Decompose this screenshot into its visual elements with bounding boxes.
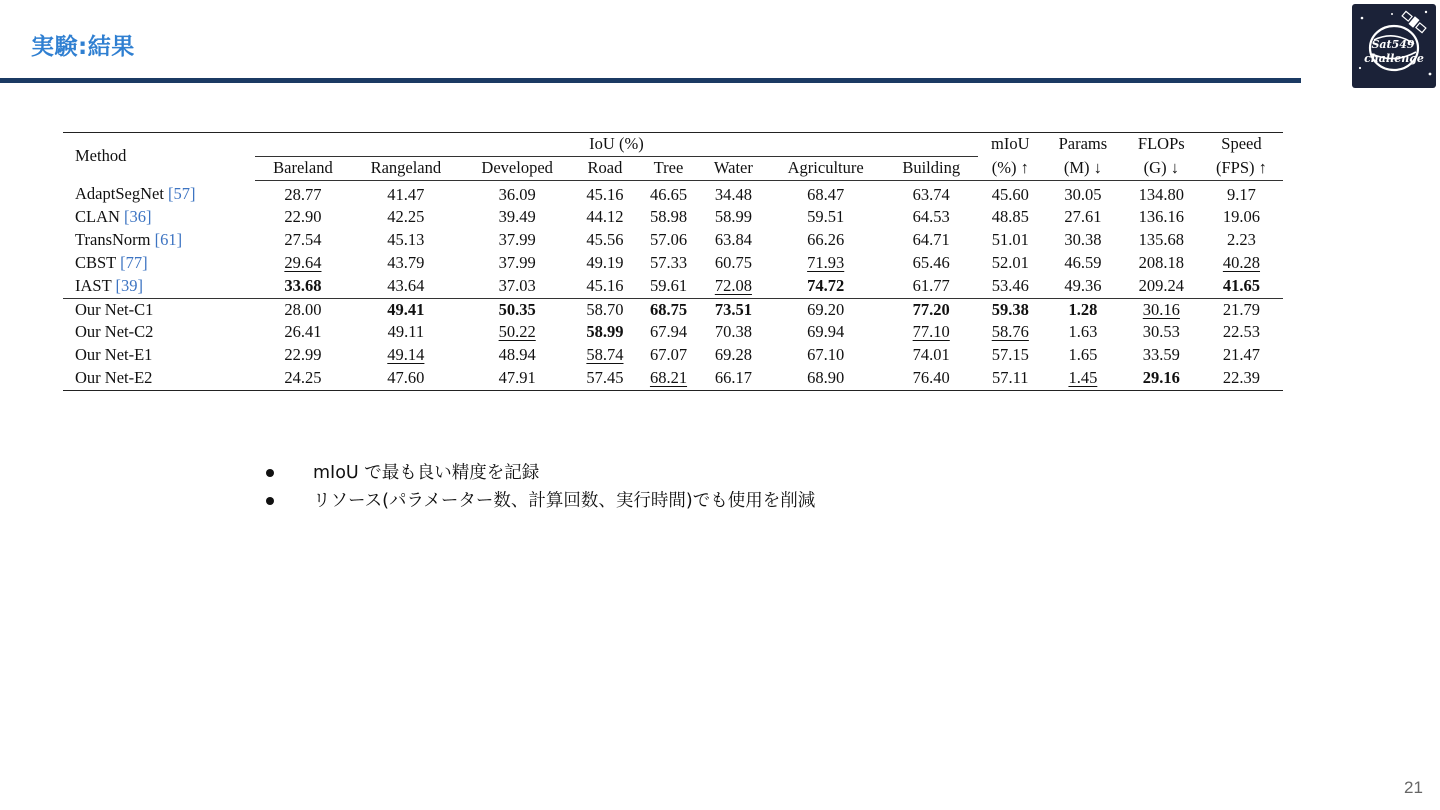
citation-link[interactable]: [77] (120, 252, 148, 272)
value-text: 44.12 (586, 207, 624, 227)
citation-link[interactable]: [57] (168, 184, 196, 204)
value-cell (637, 321, 701, 344)
value-cell (700, 229, 766, 252)
value-cell (1200, 275, 1283, 298)
method-cell (63, 298, 255, 321)
value-cell (885, 367, 978, 390)
value-cell (1123, 298, 1200, 321)
value-cell (1123, 229, 1200, 252)
bullet-text: mIoU で最も良い精度を記録 (313, 463, 540, 483)
value-cell (461, 321, 573, 344)
value-text: 57.15 (991, 345, 1029, 365)
value-cell (978, 298, 1044, 321)
value-cell (637, 206, 701, 229)
method-cell (63, 321, 255, 344)
value-text: 37.03 (498, 275, 536, 295)
value-cell (1200, 367, 1283, 390)
class-header: Road (573, 156, 637, 180)
value-cell (978, 367, 1044, 390)
value-cell (351, 252, 462, 275)
value-text: 135.68 (1138, 230, 1184, 250)
bullet-item (266, 487, 815, 515)
method-cell (63, 180, 255, 206)
value-text: 61.77 (912, 275, 950, 295)
value-cell (885, 321, 978, 344)
results-table (63, 132, 1283, 391)
value-cell (885, 180, 978, 206)
class-header: Building (885, 156, 978, 180)
value-cell (766, 367, 884, 390)
value-text: 34.48 (714, 184, 752, 204)
value-cell (461, 275, 573, 298)
value-cell (885, 275, 978, 298)
value-cell (885, 344, 978, 367)
value-text: 30.38 (1064, 230, 1102, 250)
value-cell (1123, 321, 1200, 344)
value-text: 45.56 (586, 230, 624, 250)
value-text: 22.53 (1222, 322, 1261, 342)
metric-header-bottom: (G) ↓ (1123, 156, 1200, 180)
value-text: 1.65 (1068, 345, 1098, 365)
value-text: 22.90 (284, 207, 322, 227)
value-text: 51.01 (991, 230, 1029, 250)
value-text: 77.10 (912, 322, 950, 342)
value-cell (1200, 180, 1283, 206)
table-row (63, 252, 1283, 275)
value-text: 42.25 (387, 207, 425, 227)
table-row (63, 229, 1283, 252)
value-cell (1123, 344, 1200, 367)
value-cell (766, 252, 884, 275)
value-cell (1123, 367, 1200, 390)
value-text: 41.65 (1222, 275, 1261, 295)
method-name: Our Net-C2 (75, 322, 154, 342)
value-text: 70.38 (714, 322, 752, 342)
value-text: 208.18 (1138, 252, 1184, 272)
value-text: 58.70 (586, 299, 624, 319)
value-cell (637, 275, 701, 298)
method-header: Method (63, 133, 255, 181)
value-text: 36.09 (498, 184, 536, 204)
value-text: 37.99 (498, 252, 536, 272)
value-text: 19.06 (1222, 207, 1261, 227)
class-header: Agriculture (766, 156, 884, 180)
value-cell (461, 252, 573, 275)
value-text: 57.33 (649, 252, 688, 272)
value-text: 57.06 (649, 230, 688, 250)
metric-header-top: mIoU (978, 133, 1044, 157)
logo-word-1: Sat549 (1371, 38, 1415, 51)
table-body (63, 180, 1283, 390)
value-cell (1200, 298, 1283, 321)
value-text: 28.00 (284, 299, 322, 319)
value-cell (1200, 344, 1283, 367)
value-cell (1200, 229, 1283, 252)
logo-word-2: challenge (1364, 52, 1424, 65)
value-cell (700, 321, 766, 344)
value-cell (766, 229, 884, 252)
value-text: 45.13 (387, 230, 425, 250)
value-text: 76.40 (912, 367, 950, 387)
value-cell (1043, 229, 1123, 252)
value-text: 26.41 (284, 322, 322, 342)
value-cell (255, 252, 350, 275)
value-text: 46.65 (649, 184, 688, 204)
class-header: Bareland (255, 156, 350, 180)
value-text: 22.99 (284, 345, 322, 365)
value-cell (573, 275, 637, 298)
method-cell (63, 252, 255, 275)
method-cell (63, 344, 255, 367)
value-text: 60.75 (714, 252, 752, 272)
table-row (63, 321, 1283, 344)
value-cell (766, 180, 884, 206)
value-text: 58.99 (714, 207, 752, 227)
value-cell (766, 344, 884, 367)
value-text: 68.90 (807, 367, 845, 387)
value-cell (978, 229, 1044, 252)
value-cell (1123, 206, 1200, 229)
bullet-text: リソース(パラメーター数、計算回数、実行時間)でも使用を削減 (313, 491, 816, 511)
value-text: 28.77 (284, 184, 322, 204)
value-text: 57.11 (992, 367, 1029, 387)
value-cell (1200, 321, 1283, 344)
value-text: 59.61 (649, 275, 688, 295)
value-text: 64.53 (912, 207, 950, 227)
method-cell (63, 275, 255, 298)
value-text: 64.71 (912, 230, 950, 250)
value-text: 72.08 (714, 275, 752, 295)
satellite-logo-icon (1352, 4, 1436, 88)
value-text: 66.26 (807, 230, 845, 250)
value-cell (700, 367, 766, 390)
value-text: 27.61 (1064, 207, 1102, 227)
value-text: 37.99 (498, 230, 536, 250)
value-cell (1043, 367, 1123, 390)
value-text: 1.63 (1068, 322, 1098, 342)
value-cell (1123, 180, 1200, 206)
class-header: Rangeland (351, 156, 462, 180)
value-text: 209.24 (1138, 275, 1184, 295)
citation-link[interactable]: [36] (124, 207, 152, 227)
value-cell (1043, 180, 1123, 206)
value-cell (573, 252, 637, 275)
value-text: 27.54 (284, 230, 322, 250)
value-cell (1123, 275, 1200, 298)
class-header: Water (700, 156, 766, 180)
table-row (63, 298, 1283, 321)
value-cell (978, 275, 1044, 298)
value-text: 49.11 (387, 322, 425, 342)
table-header-row-1 (63, 133, 1283, 157)
value-cell (1043, 344, 1123, 367)
value-cell (351, 229, 462, 252)
value-cell (351, 275, 462, 298)
value-text: 59.38 (991, 299, 1029, 319)
value-cell (978, 321, 1044, 344)
value-text: 67.07 (649, 345, 688, 365)
value-text: 41.47 (387, 184, 425, 204)
value-cell (255, 344, 350, 367)
value-text: 49.36 (1064, 275, 1102, 295)
value-text: 50.35 (498, 299, 536, 319)
value-cell (255, 321, 350, 344)
value-cell (1043, 206, 1123, 229)
value-cell (351, 206, 462, 229)
value-cell (461, 344, 573, 367)
method-cell (63, 229, 255, 252)
value-cell (351, 298, 462, 321)
value-text: 74.01 (912, 345, 950, 365)
value-cell (978, 206, 1044, 229)
value-text: 69.94 (807, 322, 845, 342)
value-text: 59.51 (807, 207, 845, 227)
metric-header-bottom: (FPS) ↑ (1200, 156, 1283, 180)
value-cell (700, 180, 766, 206)
value-text: 49.19 (586, 252, 624, 272)
value-cell (255, 206, 350, 229)
value-text: 63.74 (912, 184, 950, 204)
value-text: 48.94 (498, 345, 536, 365)
citation-link[interactable]: [39] (115, 275, 143, 295)
value-text: 73.51 (714, 299, 752, 319)
table-row (63, 180, 1283, 206)
value-text: 39.49 (498, 207, 536, 227)
value-cell (637, 252, 701, 275)
method-name: IAST (75, 275, 112, 295)
value-text: 9.17 (1227, 184, 1256, 204)
value-cell (978, 180, 1044, 206)
value-text: 74.72 (807, 275, 845, 295)
iou-group-header: IoU (%) (255, 133, 977, 157)
value-cell (766, 275, 884, 298)
value-cell (885, 229, 978, 252)
bullet-dot-icon (266, 497, 274, 505)
value-cell (700, 252, 766, 275)
table-row (63, 275, 1283, 298)
method-name: Our Net-E2 (75, 367, 153, 387)
slide-title: 実験:結果 (31, 34, 135, 60)
value-cell (461, 180, 573, 206)
class-header: Developed (461, 156, 573, 180)
method-name: TransNorm (75, 230, 151, 250)
value-text: 52.01 (991, 252, 1029, 272)
value-cell (255, 275, 350, 298)
value-cell (1200, 206, 1283, 229)
value-cell (351, 180, 462, 206)
value-text: 58.74 (586, 345, 624, 365)
metric-header-top: Speed (1200, 133, 1283, 157)
value-text: 49.14 (387, 345, 425, 365)
value-cell (573, 206, 637, 229)
value-cell (1043, 275, 1123, 298)
value-cell (255, 229, 350, 252)
value-cell (573, 344, 637, 367)
value-text: 77.20 (912, 299, 950, 319)
method-name: CLAN (75, 207, 120, 227)
value-text: 40.28 (1222, 252, 1261, 272)
value-cell (637, 344, 701, 367)
method-cell (63, 206, 255, 229)
bullet-item (266, 459, 815, 487)
value-cell (978, 344, 1044, 367)
value-text: 45.16 (586, 275, 624, 295)
value-text: 47.91 (498, 367, 536, 387)
metric-header-bottom: (M) ↓ (1043, 156, 1123, 180)
value-cell (700, 275, 766, 298)
value-cell (978, 252, 1044, 275)
value-text: 30.05 (1064, 184, 1102, 204)
header-divider (0, 78, 1301, 83)
value-text: 48.85 (991, 207, 1029, 227)
value-cell (700, 298, 766, 321)
value-text: 58.99 (586, 322, 624, 342)
value-cell (461, 206, 573, 229)
value-text: 46.59 (1064, 252, 1102, 272)
value-cell (637, 367, 701, 390)
value-cell (637, 180, 701, 206)
value-cell (637, 298, 701, 321)
bullet-list (266, 459, 815, 515)
value-text: 22.39 (1222, 367, 1261, 387)
value-text: 33.59 (1142, 345, 1180, 365)
value-cell (461, 229, 573, 252)
value-text: 69.20 (807, 299, 845, 319)
value-cell (573, 229, 637, 252)
value-text: 33.68 (284, 275, 322, 295)
metric-header-top: FLOPs (1123, 133, 1200, 157)
value-cell (351, 321, 462, 344)
value-text: 63.84 (714, 230, 752, 250)
value-cell (461, 367, 573, 390)
value-text: 136.16 (1138, 207, 1184, 227)
method-name: Our Net-E1 (75, 345, 153, 365)
value-text: 68.47 (807, 184, 845, 204)
value-cell (766, 298, 884, 321)
value-cell (885, 206, 978, 229)
class-header: Tree (637, 156, 701, 180)
citation-link[interactable]: [61] (154, 230, 183, 250)
method-name: AdaptSegNet (75, 184, 164, 204)
value-cell (351, 344, 462, 367)
value-cell (766, 206, 884, 229)
value-cell (351, 367, 462, 390)
value-text: 21.47 (1222, 345, 1261, 365)
value-cell (885, 298, 978, 321)
value-text: 69.28 (714, 345, 752, 365)
value-text: 30.53 (1142, 322, 1180, 342)
method-name: CBST (75, 252, 116, 272)
metric-header-bottom: (%) ↑ (978, 156, 1044, 180)
value-cell (766, 321, 884, 344)
value-text: 58.76 (991, 322, 1029, 342)
value-cell (573, 321, 637, 344)
value-cell (700, 206, 766, 229)
value-text: 2.23 (1227, 230, 1256, 250)
value-cell (1123, 252, 1200, 275)
value-cell (1200, 252, 1283, 275)
value-text: 68.21 (649, 367, 688, 387)
value-text: 65.46 (912, 252, 950, 272)
value-text: 1.28 (1068, 299, 1098, 319)
method-cell (63, 367, 255, 390)
metric-header-top: Params (1043, 133, 1123, 157)
value-cell (461, 298, 573, 321)
value-text: 29.64 (284, 252, 322, 272)
challenge-logo (1352, 4, 1436, 88)
value-text: 45.60 (991, 184, 1029, 204)
value-text: 21.79 (1222, 299, 1261, 319)
value-text: 30.16 (1142, 299, 1180, 319)
value-text: 134.80 (1138, 184, 1184, 204)
method-name: Our Net-C1 (75, 299, 154, 319)
value-cell (1043, 298, 1123, 321)
value-cell (255, 298, 350, 321)
value-text: 58.98 (649, 207, 688, 227)
value-cell (255, 367, 350, 390)
table-row (63, 344, 1283, 367)
value-text: 71.93 (807, 252, 845, 272)
value-text: 43.64 (387, 275, 425, 295)
value-cell (885, 252, 978, 275)
value-cell (1043, 252, 1123, 275)
value-text: 67.10 (807, 345, 845, 365)
bullet-dot-icon (266, 469, 274, 477)
page-number: 21 (1404, 778, 1423, 797)
table-row (63, 206, 1283, 229)
value-text: 57.45 (586, 367, 624, 387)
value-text: 50.22 (498, 322, 536, 342)
value-text: 53.46 (991, 275, 1029, 295)
value-text: 29.16 (1142, 367, 1180, 387)
value-cell (573, 298, 637, 321)
value-text: 43.79 (387, 252, 425, 272)
value-cell (573, 180, 637, 206)
table-row (63, 367, 1283, 390)
value-cell (637, 229, 701, 252)
value-text: 49.41 (387, 299, 425, 319)
value-text: 67.94 (649, 322, 688, 342)
value-cell (1043, 321, 1123, 344)
value-text: 45.16 (586, 184, 624, 204)
value-cell (255, 180, 350, 206)
value-text: 47.60 (387, 367, 425, 387)
value-cell (573, 367, 637, 390)
value-text: 24.25 (284, 367, 322, 387)
value-text: 1.45 (1068, 367, 1098, 387)
value-cell (700, 344, 766, 367)
value-text: 68.75 (649, 299, 688, 319)
value-text: 66.17 (714, 367, 752, 387)
